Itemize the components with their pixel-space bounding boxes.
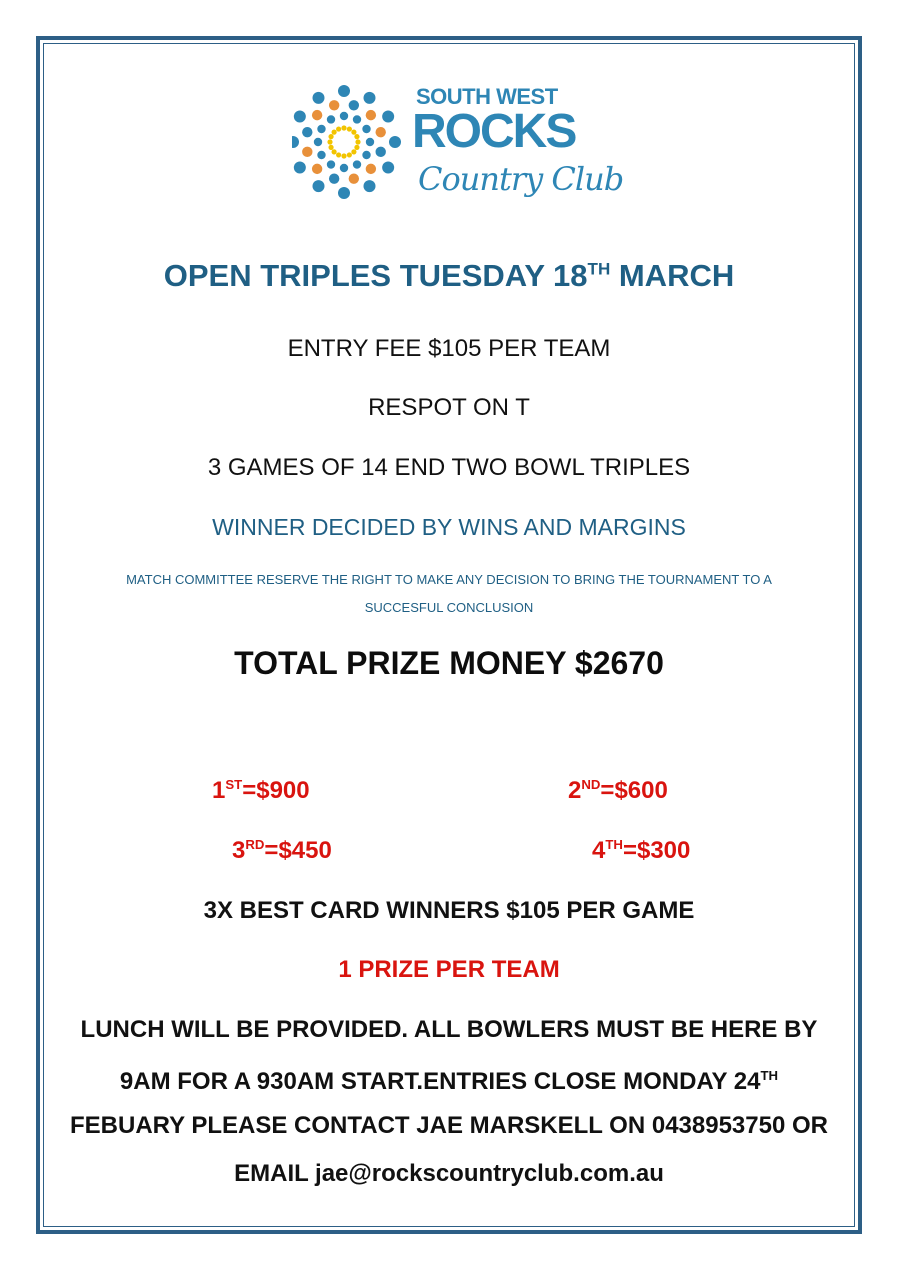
logo-dot <box>347 152 352 157</box>
games-format: 3 GAMES OF 14 END TWO BOWL TRIPLES <box>207 454 691 481</box>
committee-note-line1: MATCH COMMITTEE RESERVE THE RIGHT TO MAKE ANY DECISION TO BRING THE TOURNAMENT TO A <box>126 572 772 587</box>
best-card-prize: 3X BEST CARD WINNERS $105 PER GAME <box>203 897 695 924</box>
prize-third-suffix: RD <box>245 837 265 852</box>
logo-dot <box>382 162 394 174</box>
logo-dot <box>327 139 332 144</box>
logo-dot <box>351 130 356 135</box>
event-title-sup: TH <box>587 259 611 279</box>
logo-dot <box>353 160 361 168</box>
footer-line-2-text: 9AM FOR A 930AM START.ENTRIES CLOSE MONDAY 24 <box>119 1068 761 1095</box>
logo-dot <box>328 134 333 139</box>
footer-line-2 <box>0 1068 898 1096</box>
logo-dot <box>353 115 361 123</box>
logo-dot <box>302 147 312 157</box>
logo-dot <box>312 110 322 120</box>
logo-dot <box>366 110 376 120</box>
logo-line-rocks: ROCKS <box>412 105 576 158</box>
logo-dot <box>338 187 350 199</box>
prize-second-place: 2 <box>568 777 582 804</box>
prize-first <box>212 777 310 805</box>
winner-criteria: WINNER DECIDED BY WINS AND MARGINS <box>212 514 686 540</box>
logo-dot <box>336 152 341 157</box>
logo-dot <box>354 134 359 139</box>
logo-dot <box>349 100 359 110</box>
logo-dot <box>294 111 306 123</box>
logo-dot <box>327 115 335 123</box>
logo-dot <box>376 147 386 157</box>
logo-dot <box>389 136 401 148</box>
logo-dot <box>312 164 322 174</box>
logo-line-country-club: Country Club <box>418 160 624 198</box>
logo-dot <box>313 180 325 192</box>
prize-first-place: 1 <box>212 777 226 804</box>
footer-line-3: FEBUARY PLEASE CONTACT JAE MARSKELL ON 0438953750 OR <box>70 1112 828 1139</box>
one-prize-per-team: 1 PRIZE PER TEAM <box>338 956 560 983</box>
prize-first-amount: =$900 <box>242 777 310 804</box>
logo-dot <box>355 139 360 144</box>
logo-dot <box>302 127 312 137</box>
logo-dot <box>364 92 376 104</box>
logo-dot <box>328 145 333 150</box>
logo-dot <box>292 136 299 148</box>
logo-dot <box>354 145 359 150</box>
logo-dot <box>340 112 348 120</box>
logo-dot <box>329 174 339 184</box>
logo-line-south-west: SOUTH WEST <box>416 84 558 109</box>
logo-dot <box>314 138 322 146</box>
entry-fee: ENTRY FEE $105 PER TEAM <box>287 335 611 362</box>
logo-dot <box>347 126 352 131</box>
logo-dot <box>341 125 346 130</box>
prize-third-amount: =$450 <box>264 837 332 864</box>
prize-fourth-amount: =$300 <box>622 837 691 864</box>
prize-third <box>232 837 332 865</box>
club-logo <box>290 62 624 232</box>
logo-dot <box>340 164 348 172</box>
logo-dot <box>382 111 394 123</box>
logo-dot <box>364 180 376 192</box>
logo-dot <box>294 162 306 174</box>
prize-second <box>568 777 668 805</box>
footer-contact-email: EMAIL jae@rockscountryclub.com.au <box>234 1160 664 1187</box>
logo-dot <box>317 151 325 159</box>
logo-dot <box>349 174 359 184</box>
logo-dot <box>317 125 325 133</box>
total-prize-money: TOTAL PRIZE MONEY $2670 <box>234 645 664 681</box>
logo-dot <box>366 138 374 146</box>
logo-dot <box>366 164 376 174</box>
prize-third-place: 3 <box>232 837 246 864</box>
committee-note-line2: SUCCESFUL CONCLUSION <box>364 600 534 615</box>
footer-line-2-sup: TH <box>760 1068 779 1083</box>
event-title-text: OPEN TRIPLES TUESDAY 18 <box>163 258 588 293</box>
event-title <box>0 258 898 294</box>
prize-fourth-suffix: TH <box>605 837 623 852</box>
footer-line-1: LUNCH WILL BE PROVIDED. ALL BOWLERS MUST BE HERE BY <box>80 1016 818 1043</box>
logo-dot <box>332 149 337 154</box>
prize-second-suffix: ND <box>581 777 601 792</box>
logo-dot <box>362 151 370 159</box>
logo-dot <box>376 127 386 137</box>
prize-fourth <box>592 837 690 865</box>
prize-second-amount: =$600 <box>600 777 668 804</box>
logo-dot <box>329 100 339 110</box>
logo-dot <box>327 160 335 168</box>
logo-dot <box>332 130 337 135</box>
logo-dot <box>341 153 346 158</box>
sunburst-dots-icon <box>292 70 417 220</box>
prize-fourth-place: 4 <box>592 837 606 864</box>
event-title-month: MARCH <box>610 258 735 293</box>
logo-dot <box>336 126 341 131</box>
logo-dot <box>338 85 350 97</box>
logo-dot <box>313 92 325 104</box>
prize-first-suffix: ST <box>225 777 243 792</box>
respot-note: RESPOT ON T <box>368 394 530 421</box>
logo-dot <box>362 125 370 133</box>
logo-dot <box>351 149 356 154</box>
